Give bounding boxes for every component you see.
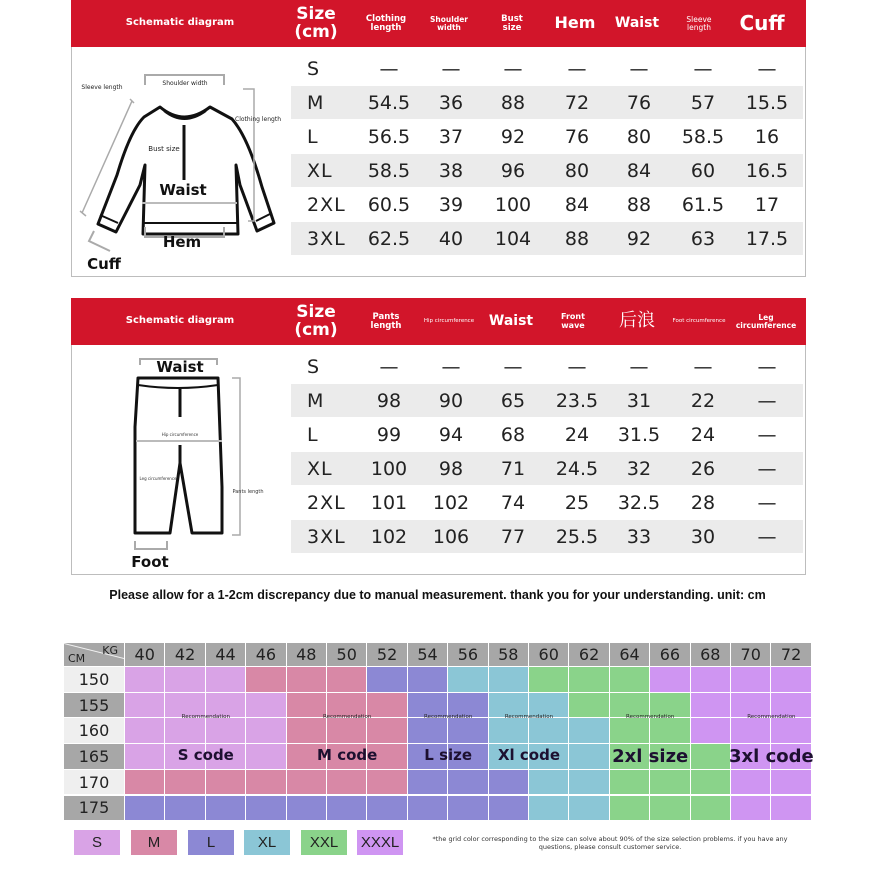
measurement-value: 58.5 <box>681 125 725 148</box>
measurement-note: Please allow for a 1-2cm discrepancy due to manual measurement. thank you for your understanding. unit: cm <box>109 588 766 602</box>
measurement-value: 32.5 <box>617 491 661 514</box>
measurement-value: — <box>757 423 777 446</box>
grid-footnote: *the grid color corresponding to the size can solve about 90% of the size selection problems. if you have any questions, please consult customer service. <box>432 835 788 852</box>
legend-swatch-l: L <box>188 830 234 855</box>
table-row <box>291 86 803 119</box>
grid-cell-s <box>206 667 246 693</box>
grid-cell-xxl <box>569 667 609 693</box>
measurement-value: 32 <box>626 457 652 480</box>
grid-cell-m <box>287 718 327 744</box>
measurement-value: 25 <box>564 491 590 514</box>
measurement-value: 57 <box>690 91 716 114</box>
measurement-value: 23.5 <box>555 389 599 412</box>
legend-swatch-m: M <box>131 830 177 855</box>
grid-cell-m <box>246 770 286 796</box>
measurement-value: — <box>503 355 523 378</box>
grid-cell-xxl <box>691 770 731 796</box>
grid-cell-s <box>165 667 205 693</box>
grid-cell-xxl <box>650 718 690 744</box>
grid-cell-l <box>367 667 407 693</box>
measurement-value: 60.5 <box>367 193 411 216</box>
measurement-value: 17 <box>754 193 780 216</box>
height-header: 160 <box>64 718 125 744</box>
grid-cell-m <box>327 667 367 693</box>
measurement-value: 54.5 <box>367 91 411 114</box>
label-hip-circumference: Hip circumference <box>161 432 199 437</box>
measurement-value: — <box>567 57 587 80</box>
measurement-value: 92 <box>500 125 526 148</box>
recommended-size-code: S code <box>177 745 234 764</box>
measurement-value: 90 <box>438 389 464 412</box>
grid-cell-l <box>408 770 448 796</box>
measurement-value: 84 <box>626 159 652 182</box>
height-header: 175 <box>64 796 125 822</box>
grid-cell-xxxl <box>771 770 811 796</box>
recommendation-label: Recommendation <box>626 714 675 721</box>
measurement-value: — <box>567 355 587 378</box>
measurement-value: 25.5 <box>555 525 599 548</box>
grid-cell-l <box>448 796 488 822</box>
header-size: Size (cm) <box>294 3 338 42</box>
grid-cell-xl <box>529 718 569 744</box>
measurement-value: — <box>629 57 649 80</box>
grid-cell-xxxl <box>731 718 771 744</box>
recommended-size-code: 2xl size <box>612 745 689 767</box>
grid-cell-l <box>327 796 367 822</box>
weight-header: 42 <box>165 643 205 667</box>
header-front-wave: Front wave <box>561 312 585 330</box>
measurement-value: 22 <box>690 389 716 412</box>
recommended-size-code: 3xl code <box>729 745 814 767</box>
grid-cell-s <box>125 718 165 744</box>
measurement-value: 65 <box>500 389 526 412</box>
table-row <box>291 188 803 221</box>
label-clothing-length: Clothing length <box>235 116 281 123</box>
grid-cell-m <box>367 718 407 744</box>
grid-cell-m <box>327 718 367 744</box>
measurement-value: — <box>757 457 777 480</box>
measurement-value: 24.5 <box>555 457 599 480</box>
measurement-value: 72 <box>564 91 590 114</box>
measurement-value: 15.5 <box>745 91 789 114</box>
header-leg-circumference: Leg circumference <box>735 312 797 330</box>
top-table-header <box>71 0 806 47</box>
measurement-value: 16 <box>754 125 780 148</box>
measurement-value: — <box>757 355 777 378</box>
measurement-value: 56.5 <box>367 125 411 148</box>
measurement-value: 76 <box>564 125 590 148</box>
measurement-value: 28 <box>690 491 716 514</box>
measurement-value: — <box>441 355 461 378</box>
pants-table-header <box>71 298 806 345</box>
measurement-value: 31 <box>626 389 652 412</box>
weight-header: 50 <box>327 643 367 667</box>
measurement-value: 38 <box>438 159 464 182</box>
grid-cell-l <box>408 796 448 822</box>
size-label: L <box>307 423 319 446</box>
recommendation-label: Recommendation <box>504 714 554 721</box>
label-waist: Waist <box>159 181 207 199</box>
recommendation-label: Recommendation <box>181 714 230 721</box>
weight-header: 62 <box>569 643 609 667</box>
measurement-value: 92 <box>626 227 652 250</box>
measurement-value: 76 <box>626 91 652 114</box>
pants-size-table <box>71 298 806 575</box>
measurement-value: 101 <box>370 491 408 514</box>
height-header: 165 <box>64 744 125 770</box>
table-row <box>291 486 803 519</box>
table-row <box>291 120 803 153</box>
grid-cell-xxxl <box>691 667 731 693</box>
table-row <box>291 350 803 383</box>
grid-cell-xxxl <box>771 796 811 822</box>
size-label: 3XL <box>307 525 346 548</box>
grid-cell-l <box>206 796 246 822</box>
grid-cell-m <box>287 770 327 796</box>
measurement-value: — <box>693 355 713 378</box>
grid-cell-xxxl <box>731 796 771 822</box>
measurement-value: 71 <box>500 457 526 480</box>
header-waist: Waist <box>488 313 534 330</box>
grid-cell-l <box>489 770 529 796</box>
measurement-value: 106 <box>432 525 470 548</box>
header-foot-circumference: Foot circumference <box>672 317 726 324</box>
height-header: 155 <box>64 693 125 719</box>
recommended-size-code: L size <box>424 745 473 764</box>
size-label: 2XL <box>307 193 346 216</box>
grid-cell-xxl <box>610 796 650 822</box>
grid-cell-l <box>287 796 327 822</box>
grid-cell-xl <box>489 667 529 693</box>
pants-diagram <box>72 345 290 573</box>
weight-header: 54 <box>408 643 448 667</box>
weight-header: 64 <box>610 643 650 667</box>
size-label: S <box>307 57 321 80</box>
measurement-value: — <box>757 525 777 548</box>
height-header: 150 <box>64 667 125 693</box>
grid-cell-xxxl <box>650 667 690 693</box>
weight-header: 40 <box>125 643 165 667</box>
grid-cell-m <box>367 770 407 796</box>
measurement-value: 94 <box>438 423 464 446</box>
legend-swatch-xl: XL <box>244 830 290 855</box>
grid-cell-m <box>165 770 205 796</box>
top-size-table <box>71 0 806 277</box>
recommended-size-code: M code <box>317 745 378 764</box>
legend-swatch-xxxl: XXXL <box>357 830 403 855</box>
grid-cell-l <box>125 796 165 822</box>
header-cuff: Cuff <box>739 11 785 35</box>
grid-cell-l <box>408 667 448 693</box>
grid-cell-xxl <box>691 796 731 822</box>
grid-cell-xl <box>569 770 609 796</box>
grid-cell-xxxl <box>771 718 811 744</box>
grid-cell-l <box>408 718 448 744</box>
grid-cell-s <box>125 667 165 693</box>
kg-label: KG <box>102 644 118 657</box>
size-label: M <box>307 389 325 412</box>
table-row <box>291 52 803 85</box>
label-sleeve-length: Sleeve length <box>81 84 123 91</box>
recommendation-label: Recommendation <box>424 714 473 721</box>
measurement-value: 24 <box>690 423 716 446</box>
measurement-value: 30 <box>690 525 716 548</box>
grid-cell-xl <box>489 718 529 744</box>
grid-cell-xxl <box>650 770 690 796</box>
measurement-value: 61.5 <box>681 193 725 216</box>
measurement-value: — <box>379 355 399 378</box>
measurement-value: 26 <box>690 457 716 480</box>
size-label: S <box>307 355 321 378</box>
measurement-value: 100 <box>370 457 408 480</box>
pants-illustration <box>72 345 290 573</box>
measurement-value: 99 <box>376 423 402 446</box>
header-back-wave: 后浪 <box>619 310 655 332</box>
grid-cell-xxxl <box>731 770 771 796</box>
legend-swatch-xxl: XXL <box>301 830 347 855</box>
grid-cell-xxxl <box>691 693 731 719</box>
table-row <box>291 418 803 451</box>
table-row <box>291 222 803 255</box>
header-shoulder-width: Shoulder width <box>430 14 468 32</box>
measurement-value: 60 <box>690 159 716 182</box>
measurement-value: — <box>757 57 777 80</box>
measurement-value: — <box>503 57 523 80</box>
measurement-value: 58.5 <box>367 159 411 182</box>
size-label: XL <box>307 457 333 480</box>
measurement-value: 102 <box>370 525 408 548</box>
header-bust-size: Bust size <box>501 13 523 33</box>
measurement-value: 68 <box>500 423 526 446</box>
label-pants-length: Pants length <box>232 489 264 495</box>
grid-cell-xxl <box>610 770 650 796</box>
grid-cell-m <box>206 770 246 796</box>
measurement-value: 80 <box>626 125 652 148</box>
measurement-value: 39 <box>438 193 464 216</box>
measurement-value: 17.5 <box>745 227 789 250</box>
measurement-value: 37 <box>438 125 464 148</box>
grid-cell-s <box>246 693 286 719</box>
measurement-value: 102 <box>432 491 470 514</box>
measurement-value: 33 <box>626 525 652 548</box>
grid-cell-xl <box>529 770 569 796</box>
table-row <box>291 452 803 485</box>
grid-cell-s <box>125 693 165 719</box>
grid-cell-s <box>246 718 286 744</box>
measurement-value: 24 <box>564 423 590 446</box>
sweatshirt-illustration <box>72 47 290 275</box>
grid-cell-xxl <box>529 667 569 693</box>
measurement-value: 77 <box>500 525 526 548</box>
size-label: M <box>307 91 325 114</box>
weight-header: 46 <box>246 643 286 667</box>
measurement-value: 98 <box>376 389 402 412</box>
grid-cell-m <box>327 770 367 796</box>
measurement-value: 88 <box>564 227 590 250</box>
label-hem: Hem <box>162 233 202 251</box>
recommended-size-code: Xl code <box>497 745 561 764</box>
weight-header: 66 <box>650 643 690 667</box>
label-leg-circumference: Leg circumference <box>139 476 177 481</box>
measurement-value: — <box>629 355 649 378</box>
grid-cell-xxl <box>610 718 650 744</box>
grid-cell-xxl <box>610 667 650 693</box>
weight-header: 52 <box>367 643 407 667</box>
grid-cell-xxxl <box>731 667 771 693</box>
header-size: Size (cm) <box>294 301 338 340</box>
weight-header: 44 <box>206 643 246 667</box>
measurement-value: 40 <box>438 227 464 250</box>
recommendation-label: Recommendation <box>747 714 796 721</box>
header-sleeve-length: Sleeve length <box>686 14 712 32</box>
measurement-value: — <box>693 57 713 80</box>
height-header: 170 <box>64 770 125 796</box>
weight-header: 72 <box>771 643 811 667</box>
table-row <box>291 154 803 187</box>
grid-cell-l <box>165 796 205 822</box>
grid-cell-s <box>165 718 205 744</box>
weight-header: 48 <box>287 643 327 667</box>
measurement-value: 36 <box>438 91 464 114</box>
size-label: XL <box>307 159 333 182</box>
header-pants-length: Pants length <box>370 311 402 331</box>
measurement-value: 63 <box>690 227 716 250</box>
weight-header: 68 <box>691 643 731 667</box>
label-cuff: Cuff <box>87 255 121 273</box>
measurement-value: 104 <box>494 227 532 250</box>
grid-cell-xxl <box>650 796 690 822</box>
grid-cell-xl <box>448 667 488 693</box>
measurement-value: — <box>379 57 399 80</box>
label-foot: Foot <box>131 553 169 571</box>
label-shoulder-width: Shoulder width <box>162 80 208 87</box>
grid-cell-xl <box>569 718 609 744</box>
measurement-value: 84 <box>564 193 590 216</box>
legend-swatch-s: S <box>74 830 120 855</box>
grid-cell-xl <box>569 796 609 822</box>
grid-cell-m <box>287 667 327 693</box>
table-row <box>291 384 803 417</box>
grid-cell-s <box>206 718 246 744</box>
measurement-value: — <box>441 57 461 80</box>
grid-corner <box>64 643 125 667</box>
header-hem: Hem <box>554 13 596 33</box>
measurement-value: 80 <box>564 159 590 182</box>
table-row <box>291 520 803 553</box>
top-garment-diagram <box>72 47 290 275</box>
grid-cell-xl <box>529 796 569 822</box>
grid-cell-l <box>448 718 488 744</box>
grid-cell-xxl <box>569 693 609 719</box>
grid-cell-l <box>489 796 529 822</box>
measurement-value: 98 <box>438 457 464 480</box>
measurement-value: 16.5 <box>745 159 789 182</box>
weight-header: 58 <box>489 643 529 667</box>
weight-header: 56 <box>448 643 488 667</box>
measurement-value: 88 <box>626 193 652 216</box>
grid-cell-m <box>125 770 165 796</box>
size-label: L <box>307 125 319 148</box>
measurement-value: — <box>757 389 777 412</box>
grid-cell-l <box>246 796 286 822</box>
measurement-value: 62.5 <box>367 227 411 250</box>
measurement-value: 31.5 <box>617 423 661 446</box>
recommendation-label: Recommendation <box>323 714 372 721</box>
measurement-value: 100 <box>494 193 532 216</box>
grid-cell-l <box>448 770 488 796</box>
weight-header: 60 <box>529 643 569 667</box>
measurement-value: — <box>757 491 777 514</box>
header-clothing-length: Clothing length <box>365 13 407 33</box>
grid-cell-xxxl <box>771 667 811 693</box>
header-schematic-diagram: Schematic diagram <box>125 315 235 327</box>
size-label: 2XL <box>307 491 346 514</box>
header-hip-circumference: Hip circumference <box>423 317 475 324</box>
label-bust-size: Bust size <box>148 145 180 153</box>
label-waist: Waist <box>156 358 204 376</box>
cm-label: CM <box>68 652 86 665</box>
header-schematic-diagram: Schematic diagram <box>125 17 235 29</box>
size-label: 3XL <box>307 227 346 250</box>
weight-header: 70 <box>731 643 771 667</box>
grid-cell-l <box>367 796 407 822</box>
measurement-value: 96 <box>500 159 526 182</box>
header-waist: Waist <box>614 15 660 32</box>
measurement-value: 88 <box>500 91 526 114</box>
grid-cell-m <box>246 667 286 693</box>
measurement-value: 74 <box>500 491 526 514</box>
grid-cell-xxxl <box>691 718 731 744</box>
